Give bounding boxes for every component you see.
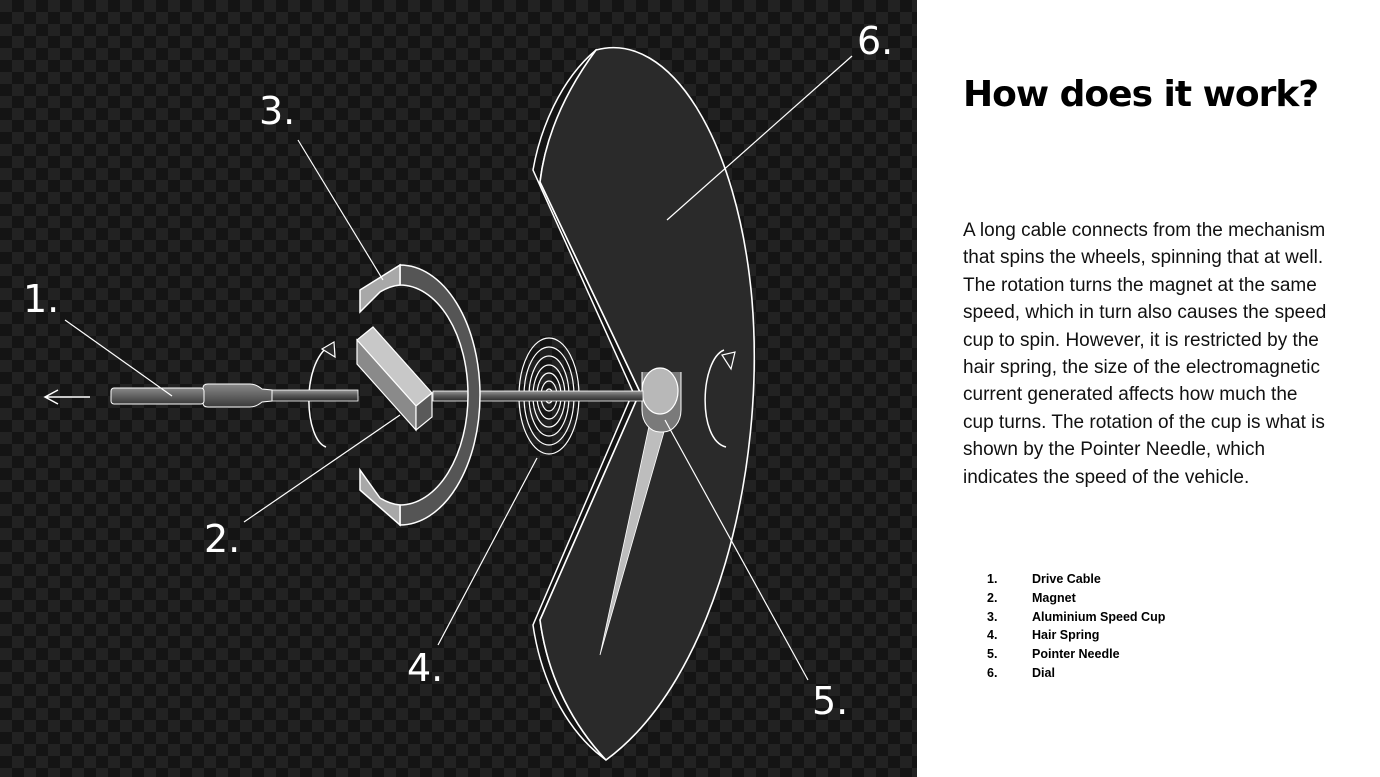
- part-number: 4.: [987, 628, 998, 643]
- leader-1: [65, 320, 172, 396]
- cable-rod-right: [270, 390, 358, 401]
- list-item: [987, 591, 1165, 610]
- part-label: Pointer Needle: [1032, 647, 1120, 662]
- list-item: [987, 666, 1165, 685]
- part-label: Magnet: [1032, 590, 1076, 605]
- callout-4: 4.: [407, 646, 444, 690]
- callout-6: 6.: [857, 19, 894, 63]
- part-label: Hair Spring: [1032, 628, 1100, 643]
- cable-rod-left: [111, 388, 204, 404]
- part-label: Aluminium Speed Cup: [1032, 609, 1166, 624]
- cup-front-bottom: [360, 470, 400, 525]
- info-panel: [917, 0, 1380, 777]
- part-label: Dial: [1032, 665, 1055, 680]
- drive-cable: [45, 384, 358, 407]
- page-title: How does it work?: [963, 74, 1319, 115]
- callout-2: 2.: [204, 517, 241, 561]
- callout-3: 3.: [259, 89, 296, 133]
- part-number: 6.: [987, 665, 998, 680]
- magnet-rotation-arrowhead: [322, 342, 335, 357]
- list-item: [987, 647, 1165, 666]
- magnet: [309, 327, 432, 447]
- part-number: 2.: [987, 590, 998, 605]
- part-label: Drive Cable: [1032, 572, 1101, 586]
- callout-5: 5.: [812, 679, 849, 723]
- list-item: [987, 628, 1165, 647]
- center-shaft: [433, 391, 643, 401]
- direction-arrow: [45, 390, 90, 404]
- list-item: [987, 572, 1165, 591]
- part-number: 5.: [987, 647, 998, 662]
- parts-list: [987, 572, 1165, 685]
- part-number: 3.: [987, 609, 998, 624]
- callout-1: 1.: [23, 277, 60, 321]
- leader-3: [298, 140, 383, 280]
- list-item: [987, 610, 1165, 629]
- part-number: 1.: [987, 572, 998, 586]
- description-text: A long cable connects from the mechanism that spins the wheels, spinning that at well. The rotation turns the magnet at the same speed, which in turn also causes the speed cup to spin. However, it is restricted by the hair spring, the size of the electromagnetic current generated affects how much the cup turns. The rotation of the cup is what is shown by the Pointer Needle, which indicates the speed of the vehicle.: [963, 220, 1327, 488]
- cup-front-top: [360, 265, 400, 312]
- needle-hub-face: [642, 368, 678, 414]
- leader-2: [244, 415, 400, 522]
- cable-coupling: [203, 384, 272, 407]
